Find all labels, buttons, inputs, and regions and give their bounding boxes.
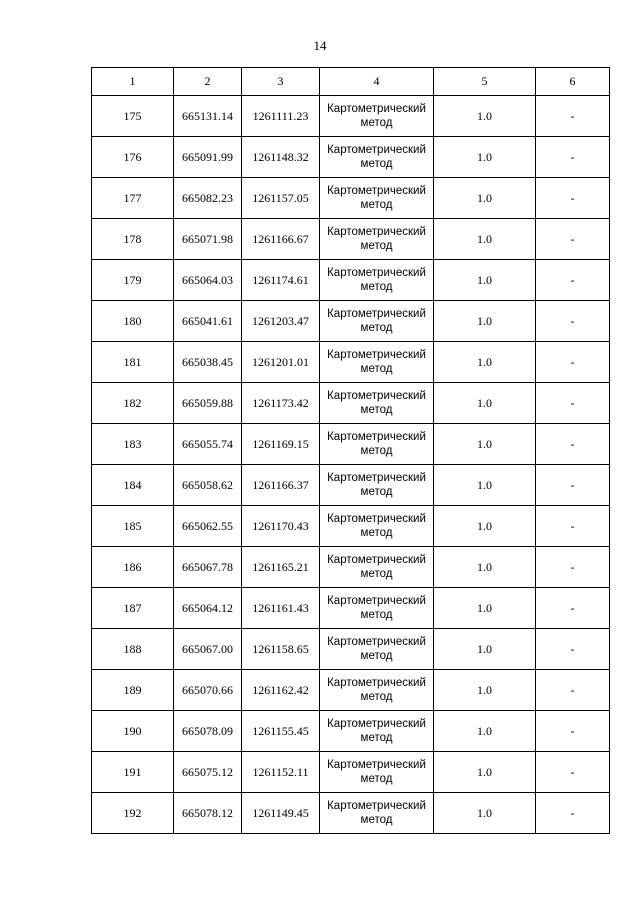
method-text-line: метод xyxy=(360,486,393,498)
method-cell xyxy=(320,137,434,178)
method-text-line: Картометрический xyxy=(327,431,426,443)
accuracy-cell: 1.0 xyxy=(434,670,536,711)
method-cell xyxy=(320,547,434,588)
point-number-cell: 175 xyxy=(92,96,174,137)
x-coordinate-cell: 665071.98 xyxy=(174,219,242,260)
accuracy-cell: 1.0 xyxy=(434,711,536,752)
method-cell xyxy=(320,670,434,711)
method-text-line: Картометрический xyxy=(327,800,426,812)
method-cell xyxy=(320,383,434,424)
method-text-line: метод xyxy=(360,691,393,703)
point-number-cell: 180 xyxy=(92,301,174,342)
table-row xyxy=(92,670,610,711)
accuracy-cell: 1.0 xyxy=(434,301,536,342)
x-coordinate-cell: 665062.55 xyxy=(174,506,242,547)
x-coordinate-cell: 665041.61 xyxy=(174,301,242,342)
y-coordinate-cell: 1261149.45 xyxy=(242,793,320,834)
accuracy-cell: 1.0 xyxy=(434,629,536,670)
point-number-cell: 187 xyxy=(92,588,174,629)
point-number-cell: 184 xyxy=(92,465,174,506)
table-row xyxy=(92,588,610,629)
description-cell: - xyxy=(536,547,610,588)
method-text-line: Картометрический xyxy=(327,718,426,730)
method-cell xyxy=(320,219,434,260)
column-header: 4 xyxy=(320,68,434,96)
accuracy-cell: 1.0 xyxy=(434,137,536,178)
description-cell: - xyxy=(536,178,610,219)
method-text-line: Картометрический xyxy=(327,513,426,525)
y-coordinate-cell: 1261161.43 xyxy=(242,588,320,629)
y-coordinate-cell: 1261173.42 xyxy=(242,383,320,424)
method-text-line: метод xyxy=(360,117,393,129)
table-row xyxy=(92,711,610,752)
accuracy-cell: 1.0 xyxy=(434,547,536,588)
method-text-line: метод xyxy=(360,773,393,785)
method-text-line: метод xyxy=(360,240,393,252)
y-coordinate-cell: 1261158.65 xyxy=(242,629,320,670)
method-text-line: метод xyxy=(360,650,393,662)
method-text-line: метод xyxy=(360,158,393,170)
point-number-cell: 190 xyxy=(92,711,174,752)
table-row xyxy=(92,424,610,465)
description-cell: - xyxy=(536,711,610,752)
point-number-cell: 177 xyxy=(92,178,174,219)
method-text-line: Картометрический xyxy=(327,595,426,607)
x-coordinate-cell: 665055.74 xyxy=(174,424,242,465)
accuracy-cell: 1.0 xyxy=(434,424,536,465)
table-row xyxy=(92,137,610,178)
description-cell: - xyxy=(536,670,610,711)
accuracy-cell: 1.0 xyxy=(434,752,536,793)
method-text-line: метод xyxy=(360,732,393,744)
accuracy-cell: 1.0 xyxy=(434,383,536,424)
method-cell xyxy=(320,629,434,670)
method-text-line: Картометрический xyxy=(327,390,426,402)
method-cell xyxy=(320,588,434,629)
method-cell xyxy=(320,342,434,383)
table-row xyxy=(92,547,610,588)
method-cell xyxy=(320,178,434,219)
method-text-line: Картометрический xyxy=(327,677,426,689)
page-number: 14 xyxy=(313,38,327,53)
method-text-line: Картометрический xyxy=(327,554,426,566)
y-coordinate-cell: 1261203.47 xyxy=(242,301,320,342)
description-cell: - xyxy=(536,588,610,629)
point-number-cell: 181 xyxy=(92,342,174,383)
method-text-line: Картометрический xyxy=(327,185,426,197)
accuracy-cell: 1.0 xyxy=(434,219,536,260)
y-coordinate-cell: 1261111.23 xyxy=(242,96,320,137)
table-body xyxy=(92,96,610,834)
accuracy-cell: 1.0 xyxy=(434,506,536,547)
description-cell: - xyxy=(536,793,610,834)
description-cell: - xyxy=(536,219,610,260)
column-header: 3 xyxy=(242,68,320,96)
y-coordinate-cell: 1261166.37 xyxy=(242,465,320,506)
x-coordinate-cell: 665075.12 xyxy=(174,752,242,793)
point-number-cell: 176 xyxy=(92,137,174,178)
method-text-line: Картометрический xyxy=(327,267,426,279)
method-text-line: Картометрический xyxy=(327,308,426,320)
table-row xyxy=(92,465,610,506)
x-coordinate-cell: 665070.66 xyxy=(174,670,242,711)
method-text-line: метод xyxy=(360,568,393,580)
point-number-cell: 191 xyxy=(92,752,174,793)
column-header: 5 xyxy=(434,68,536,96)
method-text-line: Картометрический xyxy=(327,226,426,238)
method-text-line: метод xyxy=(360,363,393,375)
method-cell xyxy=(320,506,434,547)
method-cell xyxy=(320,424,434,465)
method-text-line: метод xyxy=(360,609,393,621)
description-cell: - xyxy=(536,752,610,793)
y-coordinate-cell: 1261157.05 xyxy=(242,178,320,219)
y-coordinate-cell: 1261152.11 xyxy=(242,752,320,793)
y-coordinate-cell: 1261148.32 xyxy=(242,137,320,178)
x-coordinate-cell: 665067.00 xyxy=(174,629,242,670)
x-coordinate-cell: 665082.23 xyxy=(174,178,242,219)
table-row xyxy=(92,383,610,424)
method-cell xyxy=(320,711,434,752)
table-row xyxy=(92,260,610,301)
y-coordinate-cell: 1261170.43 xyxy=(242,506,320,547)
y-coordinate-cell: 1261166.67 xyxy=(242,219,320,260)
description-cell: - xyxy=(536,465,610,506)
method-cell xyxy=(320,96,434,137)
accuracy-cell: 1.0 xyxy=(434,588,536,629)
description-cell: - xyxy=(536,424,610,465)
description-cell: - xyxy=(536,342,610,383)
description-cell: - xyxy=(536,260,610,301)
method-cell xyxy=(320,752,434,793)
table-row xyxy=(92,629,610,670)
point-number-cell: 185 xyxy=(92,506,174,547)
y-coordinate-cell: 1261174.61 xyxy=(242,260,320,301)
x-coordinate-cell: 665078.09 xyxy=(174,711,242,752)
point-number-cell: 188 xyxy=(92,629,174,670)
accuracy-cell: 1.0 xyxy=(434,793,536,834)
method-text-line: метод xyxy=(360,199,393,211)
table-row xyxy=(92,301,610,342)
method-text-line: метод xyxy=(360,322,393,334)
coordinates-table xyxy=(91,67,610,834)
x-coordinate-cell: 665131.14 xyxy=(174,96,242,137)
accuracy-cell: 1.0 xyxy=(434,96,536,137)
description-cell: - xyxy=(536,383,610,424)
table-row xyxy=(92,752,610,793)
method-text-line: метод xyxy=(360,527,393,539)
x-coordinate-cell: 665059.88 xyxy=(174,383,242,424)
header-row xyxy=(92,68,610,96)
x-coordinate-cell: 665078.12 xyxy=(174,793,242,834)
y-coordinate-cell: 1261169.15 xyxy=(242,424,320,465)
y-coordinate-cell: 1261155.45 xyxy=(242,711,320,752)
x-coordinate-cell: 665064.12 xyxy=(174,588,242,629)
table-row xyxy=(92,96,610,137)
table-row xyxy=(92,178,610,219)
x-coordinate-cell: 665038.45 xyxy=(174,342,242,383)
point-number-cell: 179 xyxy=(92,260,174,301)
point-number-cell: 183 xyxy=(92,424,174,465)
x-coordinate-cell: 665067.78 xyxy=(174,547,242,588)
y-coordinate-cell: 1261162.42 xyxy=(242,670,320,711)
x-coordinate-cell: 665064.03 xyxy=(174,260,242,301)
method-text-line: Картометрический xyxy=(327,636,426,648)
table-row xyxy=(92,506,610,547)
accuracy-cell: 1.0 xyxy=(434,260,536,301)
x-coordinate-cell: 665058.62 xyxy=(174,465,242,506)
description-cell: - xyxy=(536,96,610,137)
method-text-line: метод xyxy=(360,281,393,293)
table-row xyxy=(92,793,610,834)
accuracy-cell: 1.0 xyxy=(434,342,536,383)
method-cell xyxy=(320,793,434,834)
table-row xyxy=(92,342,610,383)
point-number-cell: 178 xyxy=(92,219,174,260)
method-text-line: метод xyxy=(360,404,393,416)
method-text-line: Картометрический xyxy=(327,144,426,156)
column-header: 2 xyxy=(174,68,242,96)
point-number-cell: 192 xyxy=(92,793,174,834)
accuracy-cell: 1.0 xyxy=(434,178,536,219)
method-text-line: Картометрический xyxy=(327,349,426,361)
method-text-line: Картометрический xyxy=(327,472,426,484)
point-number-cell: 182 xyxy=(92,383,174,424)
method-text-line: метод xyxy=(360,814,393,826)
method-text-line: Картометрический xyxy=(327,759,426,771)
method-text-line: Картометрический xyxy=(327,103,426,115)
accuracy-cell: 1.0 xyxy=(434,465,536,506)
method-text-line: метод xyxy=(360,445,393,457)
method-cell xyxy=(320,301,434,342)
method-cell xyxy=(320,465,434,506)
x-coordinate-cell: 665091.99 xyxy=(174,137,242,178)
y-coordinate-cell: 1261201.01 xyxy=(242,342,320,383)
method-cell xyxy=(320,260,434,301)
description-cell: - xyxy=(536,506,610,547)
column-header: 6 xyxy=(536,68,610,96)
y-coordinate-cell: 1261165.21 xyxy=(242,547,320,588)
column-header: 1 xyxy=(92,68,174,96)
description-cell: - xyxy=(536,137,610,178)
point-number-cell: 189 xyxy=(92,670,174,711)
description-cell: - xyxy=(536,301,610,342)
point-number-cell: 186 xyxy=(92,547,174,588)
table-row xyxy=(92,219,610,260)
description-cell: - xyxy=(536,629,610,670)
